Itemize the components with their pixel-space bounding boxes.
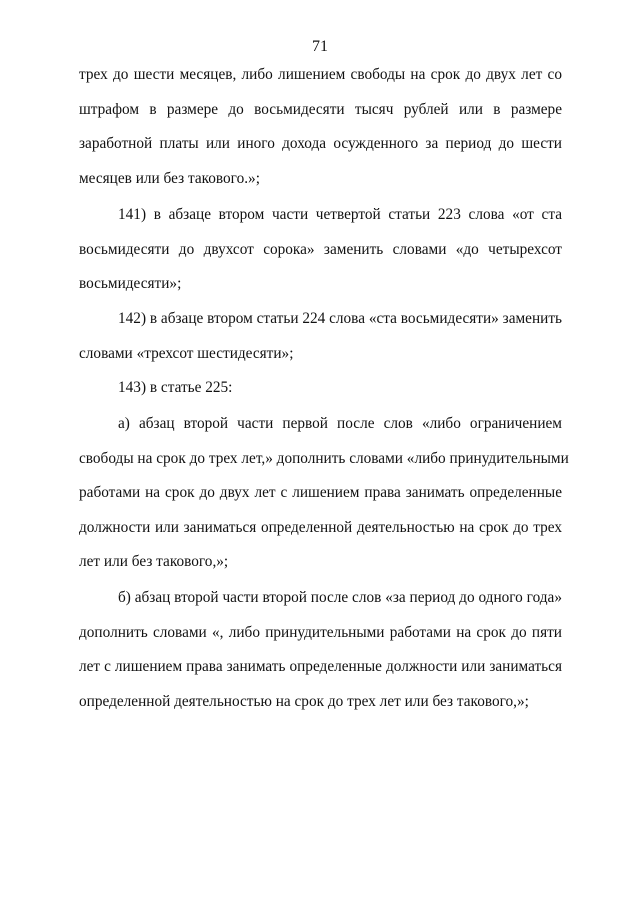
paragraph: [79, 581, 562, 719]
paragraph-line: определенной деятельностью на срок до трех лет или без такового,»;: [79, 692, 529, 710]
page-number: 71: [312, 38, 328, 55]
paragraph: [79, 198, 562, 302]
paragraph-line: словами «трехсот шестидесяти»;: [79, 344, 294, 362]
paragraph-line: свободы на срок до трех лет,» дополнить словами «либо принудительными: [79, 449, 569, 467]
paragraph-line: лет с лишением права занимать определенные должности или заниматься: [79, 658, 562, 675]
paragraph-line: а) абзац второй части первой после слов «либо ограничением: [118, 415, 562, 432]
paragraph-line: восьмидесяти»;: [79, 275, 182, 292]
paragraph-line: штрафом в размере до восьмидесяти тысяч рублей или в размере: [79, 100, 562, 118]
paragraph-line: б) абзац второй части второй после слов «за период до одного года»: [118, 589, 562, 606]
paragraph-line: 143) в статье 225:: [118, 379, 233, 396]
paragraph: [79, 302, 562, 371]
paragraph-line: 141) в абзаце втором части четвертой статьи 223 слова «от ста: [118, 206, 562, 223]
paragraph-line: работами на срок до двух лет с лишением права занимать определенные: [79, 484, 562, 501]
paragraph-line: трех до шести месяцев, либо лишением свободы на срок до двух лет со: [79, 66, 562, 83]
paragraph-line: лет или без такового,»;: [79, 553, 229, 570]
paragraph: [79, 407, 569, 580]
paragraph-line: заработной платы или иного дохода осужденного за период до шести: [79, 135, 562, 152]
paragraph-line: восьмидесяти до двухсот сорока» заменить словами «до четырехсот: [79, 240, 562, 258]
paragraph-line: дополнить словами «, либо принудительными работами на срок до пяти: [79, 623, 562, 641]
paragraph: [79, 371, 562, 406]
paragraph-line: должности или заниматься определенной деятельностью на срок до трех: [79, 518, 562, 536]
paragraph: [79, 58, 562, 196]
paragraph-line: месяцев или без такового.»;: [79, 169, 260, 187]
paragraph-line: 142) в абзаце втором статьи 224 слова «ста восьмидесяти» заменить: [118, 310, 562, 327]
